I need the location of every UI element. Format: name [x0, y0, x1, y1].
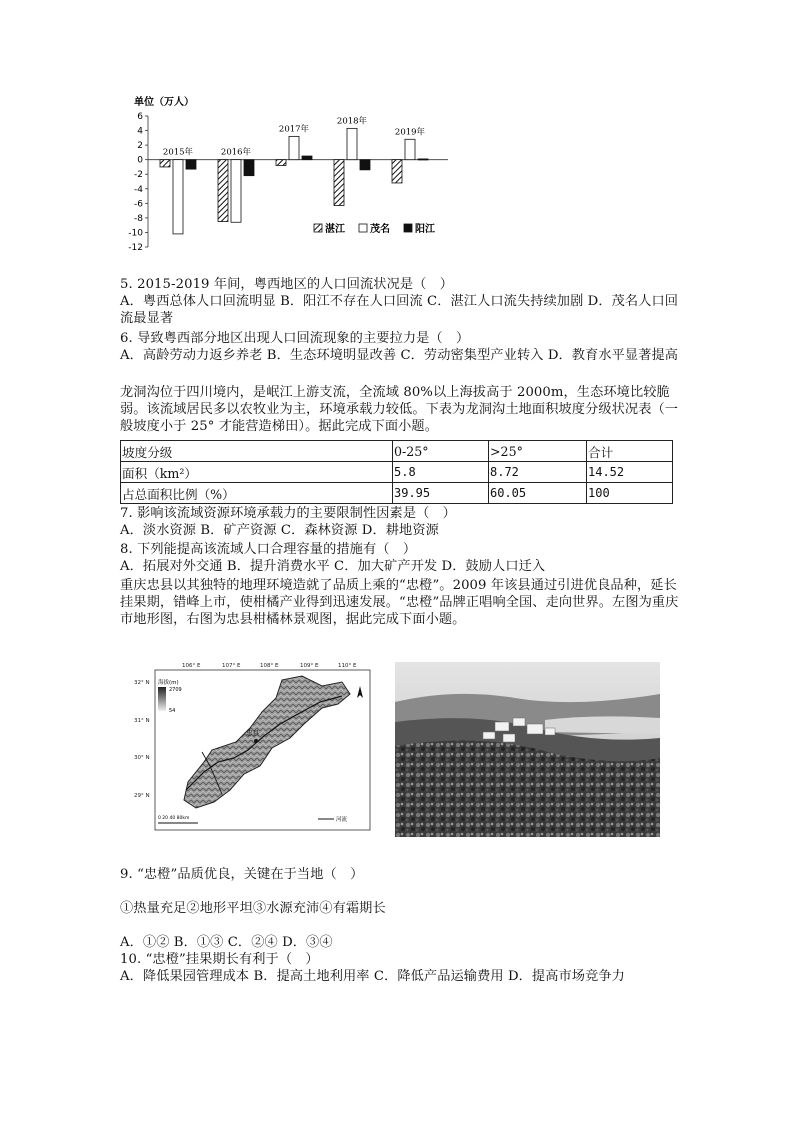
- lon-label: 109° E: [300, 663, 319, 669]
- question-7: [120, 505, 680, 539]
- lat-label: 32° N: [134, 680, 150, 686]
- year-label: 2017年: [278, 124, 310, 135]
- bar-茂名: [347, 128, 357, 159]
- question-5: [120, 276, 680, 327]
- bars: [160, 128, 428, 234]
- chart-legend: [314, 222, 436, 235]
- legend-label: 茂名: [370, 224, 390, 235]
- question-6: [120, 330, 680, 364]
- bar-阳江: [418, 159, 428, 160]
- table-cell: 39.95: [393, 483, 489, 504]
- bar-湛江: [160, 160, 170, 167]
- question-9-options: A．①② B．①③ C．②④ D．③④: [120, 935, 333, 950]
- bar-阳江: [360, 160, 370, 170]
- table-cell: 坡度分级: [121, 441, 393, 462]
- river-legend-label: 河流: [336, 817, 348, 823]
- legend-label: 湛江: [325, 224, 345, 235]
- year-label: 2016年: [220, 147, 252, 158]
- table-cell: 60.05: [489, 483, 587, 504]
- y-tick-label: -12: [128, 243, 143, 253]
- table-row: [121, 441, 673, 462]
- table-cell: 面积（km²）: [121, 462, 393, 483]
- question-8-options: A．拓展对外交通 B．提升消费水平 C．加大矿产开发 D．鼓励人口迁入: [120, 559, 546, 574]
- zhongxian-label: 忠县: [246, 729, 259, 737]
- lat-label: 31° N: [134, 718, 150, 724]
- y-tick-label: -8: [134, 213, 143, 224]
- table-row: [121, 483, 673, 504]
- question-8: [120, 541, 680, 575]
- bar-阳江: [186, 160, 196, 169]
- passage-zhongcheng: 重庆忠县以其独特的地理环境造就了品质上乘的“忠橙”。2009 年该县通过引进优良品种，延长挂果期，错峰上市，使柑橘产业得到迅速发展。“忠橙”品牌正唱响全国、走向世界。左图为重庆市地形图，右图为忠县柑橘林景观图，据此完成下面小题。: [120, 578, 679, 627]
- question-9-stem: 9. “忠橙”品质优良，关键在于当地（ ）: [120, 867, 364, 882]
- year-label: 2018年: [336, 116, 368, 127]
- legend-swatch: [314, 224, 322, 232]
- bar-茂名: [289, 136, 299, 159]
- table-cell: 占总面积比例（%）: [121, 483, 393, 504]
- bar-茂名: [173, 160, 183, 234]
- lat-label: 29° N: [134, 793, 150, 799]
- table-row: [121, 462, 673, 483]
- year-label: 2015年: [162, 147, 194, 158]
- y-tick-label: 6: [137, 112, 143, 122]
- legend-label: 阳江: [415, 224, 435, 235]
- question-10-stem: 10. “忠橙”挂果期长有利于（ ）: [120, 952, 319, 967]
- y-tick-label: 0: [137, 155, 143, 166]
- question-10-options: A．降低果园管理成本 B．提高土地利用率 C．降低产品运输费用 D．提高市场竞争力: [120, 969, 625, 984]
- map-scale: 0 20 40 80km: [158, 816, 190, 821]
- bar-阳江: [244, 160, 254, 176]
- y-tick-label: -6: [134, 199, 143, 210]
- table-cell: 14.52: [587, 462, 673, 483]
- elevation-title: 海拔(m): [158, 680, 179, 686]
- citrus-orchard-photo: [395, 662, 660, 837]
- elevation-low: 54: [169, 708, 176, 714]
- lon-label: 110° E: [338, 663, 357, 669]
- question-5-stem: 5. 2015-2019 年间，粤西地区的人口回流状况是（ ）: [120, 277, 454, 292]
- bar-湛江: [392, 160, 402, 183]
- table-cell: 0-25°: [393, 441, 489, 462]
- table-cell: >25°: [489, 441, 587, 462]
- bar-湛江: [276, 160, 286, 166]
- year-label: 2019年: [394, 127, 426, 138]
- question-6-stem: 6. 导致粤西部分地区出现人口回流现象的主要拉力是（ ）: [120, 331, 470, 346]
- question-9: [120, 866, 680, 985]
- y-tick-label: -4: [134, 184, 143, 195]
- lat-label: 30° N: [134, 755, 150, 761]
- question-6-options: A．高龄劳动力返乡养老 B．生态环境明显改善 C．劳动密集型产业转入 D．教育水平显著提高: [120, 348, 679, 363]
- question-5-options: A．粤西总体人口回流明显 B．阳江不存在人口回流 C．湛江人口流失持续加剧 D．茂名人口回流最显著: [120, 294, 679, 326]
- bar-湛江: [218, 160, 228, 222]
- chart-ylabel: 单位（万人）: [134, 97, 194, 108]
- bar-阳江: [302, 156, 312, 160]
- bar-茂名: [405, 139, 415, 159]
- bar-湛江: [334, 160, 344, 206]
- question-7-options: A．淡水资源 B．矿产资源 C．森林资源 D．耕地资源: [120, 523, 439, 538]
- passage-longdonggou: 龙洞沟位于四川境内，是岷江上游支流，全流域 80%以上海拔高于 2000m，生态环境比较脆弱。该流域居民多以农牧业为主，环境承载力较低。下表为龙洞沟土地面积坡度分级状况表（一般坡度小于 25° 才能营造梯田）。据此完成下面小题。: [120, 385, 679, 434]
- elevation-ramp: [158, 687, 166, 711]
- lon-label: 106° E: [182, 663, 201, 669]
- legend-swatch: [404, 224, 412, 232]
- question-7-stem: 7. 影响该流域资源环境承载力的主要限制性因素是（ ）: [120, 506, 456, 521]
- chongqing-topographic-map: [134, 662, 374, 832]
- question-8-stem: 8. 下列能提高该流域人口合理容量的措施有（ ）: [120, 542, 417, 557]
- y-tick-label: -2: [134, 170, 143, 181]
- zhongxian-marker: [254, 739, 258, 743]
- legend-swatch: [359, 224, 367, 232]
- table-cell: 5.8: [393, 462, 489, 483]
- bar-茂名: [231, 160, 241, 223]
- table-cell: 合计: [587, 441, 673, 462]
- question-9-items: ①热量充足②地形平坦③水源充沛④有霜期长: [120, 901, 386, 916]
- slope-table: [120, 440, 673, 504]
- table-cell: 8.72: [489, 462, 587, 483]
- lon-label: 108° E: [260, 663, 279, 669]
- y-tick-label: -10: [128, 228, 143, 239]
- population-return-bar-chart: [118, 92, 458, 257]
- y-tick-label: 4: [137, 126, 143, 137]
- elevation-high: 2709: [169, 687, 182, 693]
- y-tick-label: 2: [137, 141, 143, 152]
- table-cell: 100: [587, 483, 673, 504]
- lon-label: 107° E: [222, 663, 241, 669]
